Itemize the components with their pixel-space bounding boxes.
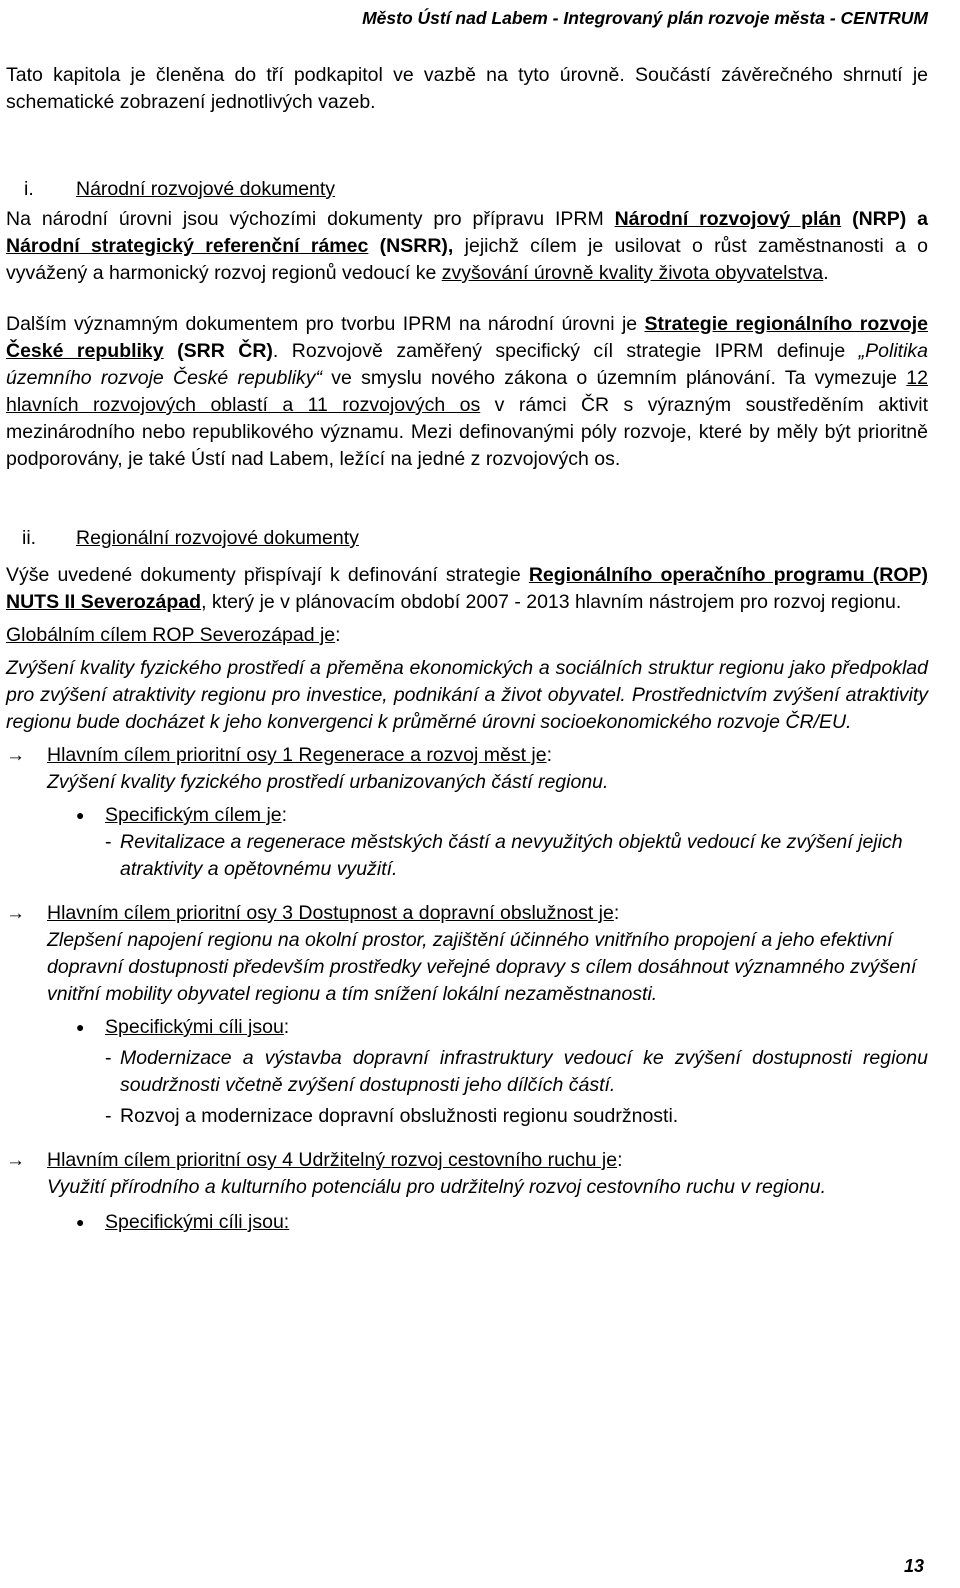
section-heading-regional: [6, 525, 928, 552]
section-title: Regionální rozvojové dokumenty: [76, 527, 359, 549]
national-paragraph-2: Dalším významným dokumentem pro tvorbu IPRM na národní úrovni je Strategie regionálního rozvoje České republiky (SRR ČR). Rozvojově zaměřený specifický cíl strategie IPRM definuje „Politika územního rozvoje České republiky“ ve smyslu nového zákona o územním plánování. Ta vymezuje 12 hlavních rozvojových oblastí a 11 rozvojových os v rámci ČR s výrazným soustředěním aktivit mezinárodního nebo republikového významu. Mezi definovanými póly rozvoje, které by měly být prioritně podporovány, je také Ústí nad Labem, ležící na jedné z rozvojových os.: [6, 313, 929, 470]
section-heading-national: [6, 176, 928, 203]
specific-goal-item: - Modernizace a výstavba dopravní infrastruktury vedoucí ke zvýšení dostupnosti regionu soudržnosti včetně zvýšení dostupnosti jeho dílčích částí.: [105, 1047, 928, 1096]
regional-paragraph: Výše uvedené dokumenty přispívají k definování strategie Regionálního operačního programu (ROP) NUTS II Severozápad, který je v plánovacím období 2007 - 2013 hlavním nástrojem pro rozvoj regionu.: [6, 564, 928, 613]
section-number: ii.: [22, 527, 37, 549]
link-quality-of-life[interactable]: zvyšování úrovně kvality života obyvatelstva: [441, 262, 824, 284]
specific-goals-label: ● Specifickými cíli jsou:: [6, 1014, 928, 1041]
page-body: [6, 62, 928, 1236]
priority-axis-3: → Hlavním cílem prioritní osy 3 Dostupnost a dopravní obslužnost je: Zlepšení napojení regionu na okolní prostor, zajištění účinného vnitřního propojení a jeho efektivní dopravní dostupnosti především prostředky veřejné dopravy s cílem dosáhnout významného zvýšení vnitřní mobility obyvatel regionu a tím snížení lokální nezaměstnanosti.: [6, 902, 917, 1005]
running-header: Město Ústí nad Labem - Integrovaný plán rozvoje města - CENTRUM: [362, 8, 928, 28]
specific-goal-label: ● Specifickým cílem je:: [6, 802, 928, 829]
specific-goal-item: - Revitalizace a regenerace městských částí a nevyužitých objektů vedoucí ke zvýšení jejich atraktivity a opětovnému využití.: [105, 831, 903, 880]
priority-axis-4: → Hlavním cílem prioritní osy 4 Udržitelný rozvoj cestovního ruchu je: Využití přírodního a kulturního potenciálu pro udržitelný rozvoj cestovního ruchu v regionu.: [6, 1149, 827, 1198]
arrow-icon: →: [6, 903, 25, 924]
specific-goal-item: - Rozvoj a modernizace dopravní obslužnosti regionu soudržnosti.: [105, 1105, 679, 1127]
arrow-icon: →: [6, 1150, 25, 1171]
page-number: 13: [903, 1556, 924, 1576]
bullet-icon: ●: [76, 1019, 85, 1035]
section-title: Národní rozvojové dokumenty: [76, 178, 336, 200]
link-development-areas[interactable]: 12 hlavních rozvojových oblastí a 11 rozvojových os: [6, 367, 928, 416]
intro-paragraph: Tato kapitola je členěna do tří podkapitol ve vazbě na tyto úrovně. Součástí závěrečného shrnutí je schematické zobrazení jednotlivých vazeb.: [6, 64, 928, 113]
bullet-icon: ●: [76, 807, 85, 823]
bullet-icon: ●: [76, 1214, 85, 1230]
link-rop[interactable]: Regionálního operačního programu (ROP) NUTS II Severozápad: [6, 564, 928, 613]
section-number: i.: [24, 178, 34, 200]
link-nsrr[interactable]: Národní strategický referenční rámec: [6, 235, 369, 257]
link-nrp[interactable]: Národní rozvojový plán: [614, 208, 842, 230]
arrow-icon: →: [6, 745, 25, 766]
specific-goals-label: ● Specifickými cíli jsou:: [6, 1209, 928, 1236]
global-goal-label: Globálním cílem ROP Severozápad je:: [6, 624, 341, 646]
global-goal-text: Zvýšení kvality fyzického prostředí a přeměna ekonomických a sociálních struktur regionu jako předpoklad pro zvýšení atraktivity regionu pro investice, podnikání a život obyvatel. Prostřednictvím zvýšení atraktivity regionu bude docházet k jeho konvergenci k průměrné úrovni socioekonomického rozvoje ČR/EU.: [6, 657, 928, 733]
national-paragraph-1: Na národní úrovni jsou výchozími dokumenty pro přípravu IPRM Národní rozvojový plán (NRP) a Národní strategický referenční rámec (NSRR), jejichž cílem je usilovat o růst zaměstnanosti a o vyvážený a harmonický rozvoj regionů vedoucí ke zvyšování úrovně kvality života obyvatelstva.: [6, 208, 928, 284]
priority-axis-1: → Hlavním cílem prioritní osy 1 Regenerace a rozvoj měst je: Zvýšení kvality fyzického prostředí urbanizovaných částí regionu.: [6, 744, 609, 793]
link-srr[interactable]: Strategie regionálního rozvoje České republiky: [6, 313, 928, 362]
